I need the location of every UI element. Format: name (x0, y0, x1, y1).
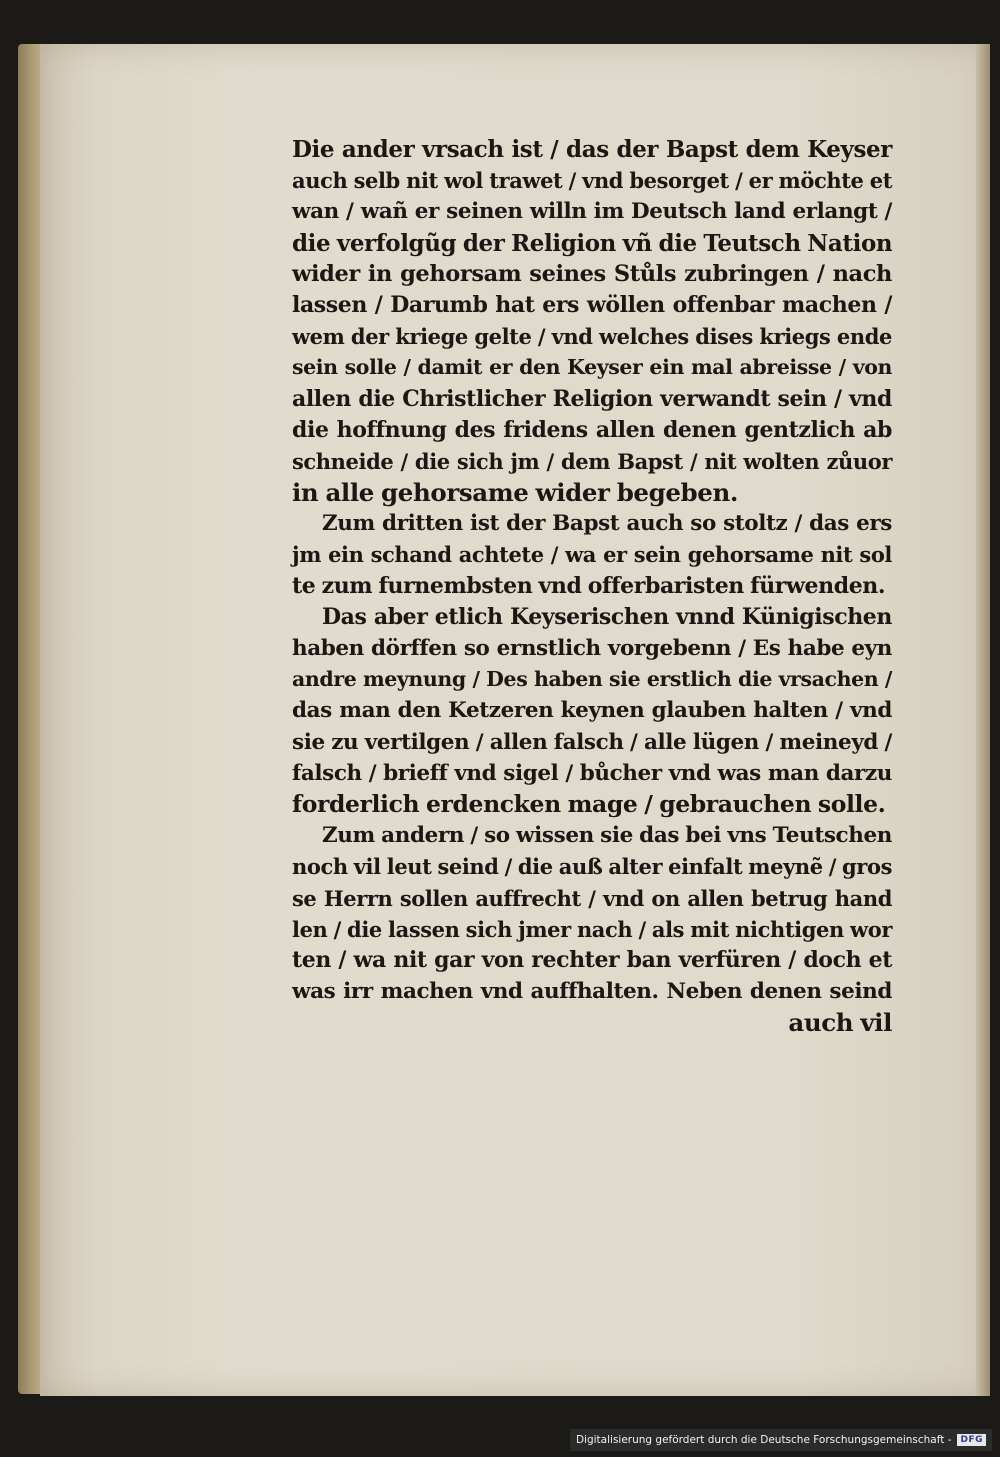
text-line: lassen / Darumb hat ers wöllen offenbar machen / (292, 291, 892, 318)
catchword: auch vil (788, 1008, 892, 1038)
footer-text: Digitalisierung gefördert durch die Deutsche Forschungsgemeinschaft - (575, 1434, 952, 1446)
text-line: was irr machen vnd auffhalten. Neben denen seind (292, 979, 892, 1005)
text-line: wem der kriege gelte / vnd welches dises kriegs ende (292, 324, 892, 350)
dfg-logo-icon: DFG (957, 1434, 986, 1446)
text-line: die verfolgũg der Religion vñ die Teutsch Nation (292, 229, 893, 257)
text-line: ten / wa nit gar von rechter ban verfüren / doch et (292, 946, 892, 973)
text-line: forderlich erdencken mage / gebrauchen solle. (292, 789, 886, 818)
text-line: Zum dritten ist der Bapst auch so stoltz / das ers (322, 511, 892, 537)
text-line: Die ander vrsach ist / das der Bapst dem Keyser (292, 136, 892, 163)
text-line: andre meynung / Des haben sie erstlich die vrsachen / (292, 667, 892, 692)
text-line: Das aber etlich Keyserischen vnnd Künigischen (322, 603, 892, 630)
text-line: te zum furnembsten vnd offerbaristen fürwenden. (292, 572, 886, 599)
text-line: len / die lassen sich jmer nach / als mit nichtigen wor (292, 916, 892, 942)
text-line: haben dörffen so ernstlich vorgebenn / Es habe eyn (292, 636, 892, 661)
page-text-block (292, 134, 892, 1038)
text-line: das man den Ketzeren keynen glauben halten / vnd (292, 698, 892, 724)
text-line: in alle gehorsame wider begeben. (292, 478, 738, 508)
text-line: falsch / brieff vnd sigel / bůcher vnd was man darzu (292, 760, 892, 786)
text-line: jm ein schand achtete / wa er sein gehorsame nit sol (292, 542, 892, 568)
text-line: wider in gehorsam seines Stůls zubringen / nach (292, 260, 892, 287)
text-line: sie zu vertilgen / allen falsch / alle lügen / meineyd / (292, 729, 892, 755)
text-line: noch vil leut seind / die auß alter einfalt meynẽ / gros (292, 854, 892, 880)
text-line: wan / wañ er seinen willn im Deutsch land erlangt / (292, 199, 892, 225)
funding-footer (570, 1429, 992, 1451)
text-line: auch selb nit wol trawet / vnd besorget / er möchte et (292, 168, 892, 194)
text-line: die hoffnung des fridens allen denen gentzlich ab (292, 416, 892, 443)
text-line: sein solle / damit er den Keyser ein mal abreisse / von (292, 355, 892, 380)
text-line: allen die Christlicher Religion verwandt sein / vnd (292, 385, 892, 412)
text-line: se Herrn sollen auffrecht / vnd on allen betrug hand (292, 885, 892, 911)
text-line: schneide / die sich jm / dem Bapst / nit wolten zůuor (292, 448, 892, 474)
page-gutter (976, 44, 990, 1396)
text-line: Zum andern / so wissen sie das bei vns Teutschen (322, 823, 892, 849)
